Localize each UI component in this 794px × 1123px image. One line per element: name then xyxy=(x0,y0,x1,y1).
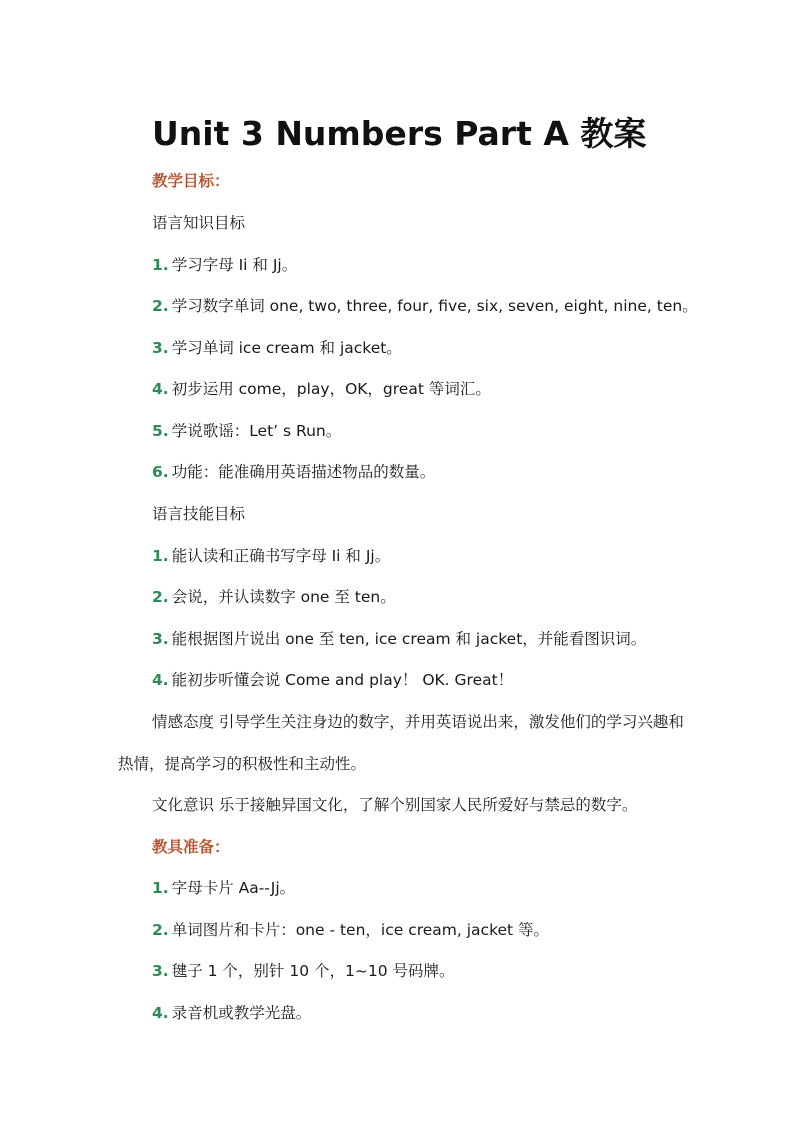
list-number: 4. xyxy=(152,671,169,689)
subheading-skills: 语言技能目标 xyxy=(152,505,246,523)
list-item xyxy=(152,296,698,316)
list-text: 学说歌谣：Let’ s Run。 xyxy=(171,422,342,440)
document-title: Unit 3 Numbers Part A 教案 xyxy=(152,114,647,153)
section-heading-goals: 教学目标： xyxy=(152,172,230,190)
list-number: 4. xyxy=(152,380,169,398)
list-number: 4. xyxy=(152,1004,169,1022)
list-number: 1. xyxy=(152,256,169,274)
list-number: 3. xyxy=(152,339,169,357)
list-number: 2. xyxy=(152,588,169,606)
culture-paragraph: 文化意识 乐于接触异国文化，了解个别国家人民所爱好与禁忌的数字。 xyxy=(152,796,638,814)
list-item xyxy=(152,546,390,566)
list-item xyxy=(152,379,491,399)
list-number: 2. xyxy=(152,297,169,315)
list-number: 1. xyxy=(152,879,169,897)
list-text: 录音机或教学光盘。 xyxy=(171,1004,312,1022)
list-number: 5. xyxy=(152,422,169,440)
list-item xyxy=(152,587,396,607)
list-text: 初步运用 come，play，OK，great 等词汇。 xyxy=(171,380,491,398)
list-item xyxy=(152,920,549,940)
list-item xyxy=(152,462,435,482)
list-text: 学习单词 ice cream 和 jacket。 xyxy=(171,339,402,357)
list-item xyxy=(152,961,454,981)
list-item xyxy=(152,421,341,441)
list-item xyxy=(152,670,513,690)
subheading-knowledge: 语言知识目标 xyxy=(152,214,246,232)
list-number: 3. xyxy=(152,962,169,980)
list-text: 学习数字单词 one, two, three, four, five, six, seven, eight, nine, ten。 xyxy=(171,297,698,315)
list-item xyxy=(152,338,402,358)
attitude-paragraph: 情感态度 引导学生关注身边的数字，并用英语说出来，激发他们的学习兴趣和热情，提高学习的积极性和主动性。 xyxy=(118,713,684,773)
list-text: 能根据图片说出 one 至 ten, ice cream 和 jacket，并能看图识词。 xyxy=(171,630,647,648)
list-text: 能认读和正确书写字母 Ii 和 Jj。 xyxy=(171,547,391,565)
section-heading-materials: 教具准备： xyxy=(152,838,230,856)
list-text: 功能：能准确用英语描述物品的数量。 xyxy=(171,463,436,481)
list-number: 3. xyxy=(152,630,169,648)
list-text: 能初步听懂会说 Come and play！ OK. Great！ xyxy=(171,671,514,689)
list-text: 单词图片和卡片：one - ten，ice cream, jacket 等。 xyxy=(171,921,550,939)
list-text: 学习字母 Ii 和 Jj。 xyxy=(171,256,298,274)
list-number: 6. xyxy=(152,463,169,481)
list-text: 毽子 1 个，别针 10 个，1~10 号码牌。 xyxy=(171,962,455,980)
list-item xyxy=(152,629,646,649)
list-text: 会说，并认读数字 one 至 ten。 xyxy=(171,588,396,606)
list-item xyxy=(152,255,297,275)
list-number: 1. xyxy=(152,547,169,565)
list-number: 2. xyxy=(152,921,169,939)
list-item xyxy=(152,1003,311,1023)
list-text: 字母卡片 Aa--Jj。 xyxy=(171,879,296,897)
list-item xyxy=(152,878,295,898)
